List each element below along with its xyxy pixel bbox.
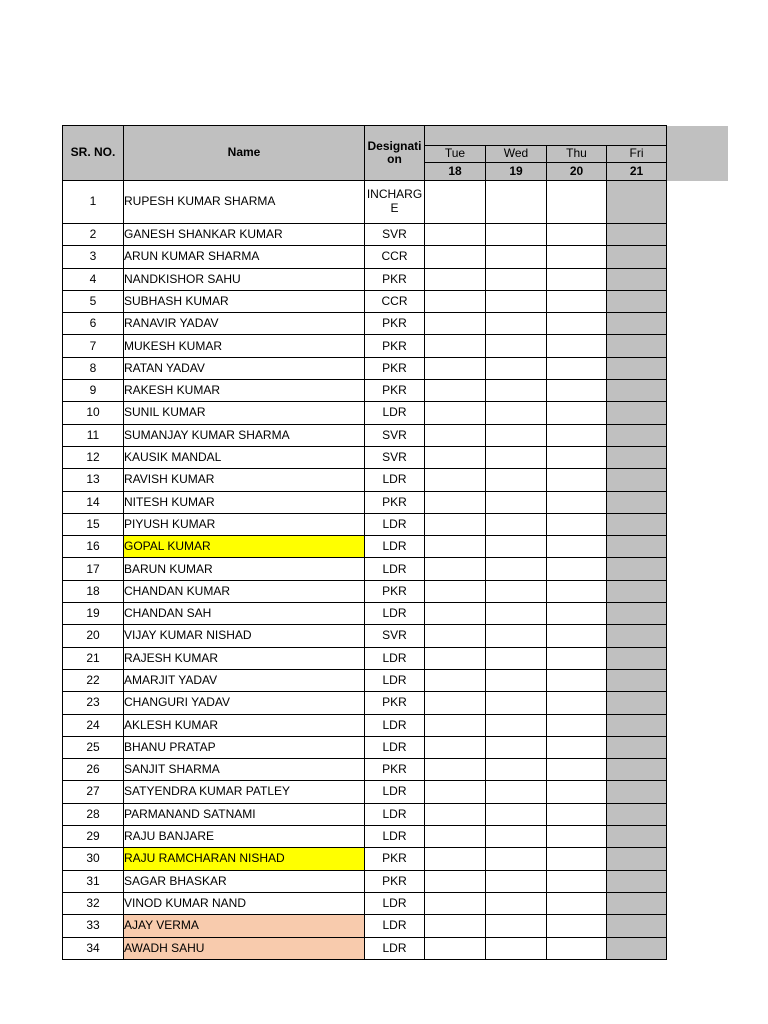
table-row (63, 803, 667, 825)
row-cell-thu[interactable] (547, 781, 607, 803)
table-row (63, 446, 667, 468)
row-cell-wed[interactable] (486, 736, 547, 758)
table-row (63, 580, 667, 602)
row-cell-thu[interactable] (547, 268, 607, 290)
table-row (63, 781, 667, 803)
row-cell-tue[interactable] (425, 558, 486, 580)
row-sr-no: 28 (63, 803, 124, 825)
row-cell-fri[interactable] (607, 736, 667, 758)
row-designation[interactable]: PKR (365, 357, 425, 379)
row-sr-no: 11 (63, 424, 124, 446)
row-cell-thu[interactable] (547, 380, 607, 402)
row-cell-thu[interactable] (547, 313, 607, 335)
table-row (63, 290, 667, 312)
table-row (63, 692, 667, 714)
row-cell-tue[interactable] (425, 736, 486, 758)
row-designation[interactable]: LDR (365, 558, 425, 580)
header-day-wed: Wed (486, 146, 547, 163)
row-cell-wed[interactable] (486, 357, 547, 379)
row-sr-no: 29 (63, 826, 124, 848)
row-cell-tue[interactable] (425, 669, 486, 691)
row-cell-wed[interactable] (486, 647, 547, 669)
header-designation: Designati on (365, 126, 425, 181)
row-cell-wed[interactable] (486, 848, 547, 870)
row-cell-thu[interactable] (547, 803, 607, 825)
table-row (63, 268, 667, 290)
row-cell-tue[interactable] (425, 826, 486, 848)
row-cell-tue[interactable] (425, 469, 486, 491)
row-sr-no: 12 (63, 446, 124, 468)
row-cell-thu[interactable] (547, 491, 607, 513)
row-name[interactable]: RUPESH KUMAR SHARMA (124, 181, 365, 224)
row-cell-wed[interactable] (486, 491, 547, 513)
table-row (63, 246, 667, 268)
row-cell-fri[interactable] (607, 870, 667, 892)
row-cell-thu[interactable] (547, 759, 607, 781)
row-designation[interactable]: CCR (365, 246, 425, 268)
table-row (63, 513, 667, 535)
header-date-20: 20 (547, 163, 607, 181)
row-sr-no: 31 (63, 870, 124, 892)
row-cell-thu[interactable] (547, 357, 607, 379)
row-name[interactable]: BHANU PRATAP (124, 736, 365, 758)
row-cell-fri[interactable] (607, 246, 667, 268)
row-cell-thu[interactable] (547, 335, 607, 357)
row-designation[interactable]: CCR (365, 290, 425, 312)
row-cell-wed[interactable] (486, 669, 547, 691)
row-name[interactable]: RATAN YADAV (124, 357, 365, 379)
table-row (63, 759, 667, 781)
row-cell-fri[interactable] (607, 335, 667, 357)
table-row (63, 870, 667, 892)
table-row (63, 491, 667, 513)
row-sr-no: 10 (63, 402, 124, 424)
row-cell-wed[interactable] (486, 870, 547, 892)
row-cell-thu[interactable] (547, 692, 607, 714)
row-cell-thu[interactable] (547, 915, 607, 937)
row-sr-no: 18 (63, 580, 124, 602)
row-cell-thu[interactable] (547, 647, 607, 669)
row-cell-tue[interactable] (425, 781, 486, 803)
row-sr-no: 20 (63, 625, 124, 647)
row-name[interactable]: BARUN KUMAR (124, 558, 365, 580)
row-name[interactable]: CHANDAN KUMAR (124, 580, 365, 602)
row-cell-thu[interactable] (547, 469, 607, 491)
row-cell-wed[interactable] (486, 692, 547, 714)
row-sr-no: 13 (63, 469, 124, 491)
row-designation[interactable]: PKR (365, 335, 425, 357)
row-cell-wed[interactable] (486, 892, 547, 914)
row-designation[interactable]: PKR (365, 870, 425, 892)
row-cell-fri[interactable] (607, 826, 667, 848)
row-name[interactable]: GANESH SHANKAR KUMAR (124, 224, 365, 246)
row-cell-tue[interactable] (425, 181, 486, 224)
row-sr-no: 14 (63, 491, 124, 513)
row-sr-no: 2 (63, 224, 124, 246)
row-cell-thu[interactable] (547, 290, 607, 312)
row-cell-fri[interactable] (607, 402, 667, 424)
row-cell-wed[interactable] (486, 759, 547, 781)
table-row (63, 469, 667, 491)
row-cell-fri[interactable] (607, 424, 667, 446)
row-cell-thu[interactable] (547, 513, 607, 535)
table-row (63, 357, 667, 379)
row-cell-tue[interactable] (425, 647, 486, 669)
row-designation[interactable]: PKR (365, 491, 425, 513)
row-cell-fri[interactable] (607, 580, 667, 602)
row-cell-fri[interactable] (607, 224, 667, 246)
row-designation[interactable]: LDR (365, 402, 425, 424)
row-cell-fri[interactable] (607, 536, 667, 558)
table-row (63, 826, 667, 848)
row-cell-thu[interactable] (547, 224, 607, 246)
header-day-fri: Fri (607, 146, 667, 163)
row-cell-wed[interactable] (486, 246, 547, 268)
row-cell-fri[interactable] (607, 603, 667, 625)
row-designation[interactable]: PKR (365, 759, 425, 781)
row-cell-wed[interactable] (486, 224, 547, 246)
row-cell-wed[interactable] (486, 181, 547, 224)
row-sr-no: 4 (63, 268, 124, 290)
row-name[interactable]: RANAVIR YADAV (124, 313, 365, 335)
row-sr-no: 15 (63, 513, 124, 535)
row-name[interactable]: RAVISH KUMAR (124, 469, 365, 491)
row-name[interactable]: AKLESH KUMAR (124, 714, 365, 736)
row-designation[interactable]: PKR (365, 692, 425, 714)
row-cell-tue[interactable] (425, 380, 486, 402)
row-sr-no: 24 (63, 714, 124, 736)
row-cell-thu[interactable] (547, 402, 607, 424)
row-cell-thu[interactable] (547, 580, 607, 602)
row-designation[interactable]: LDR (365, 803, 425, 825)
row-cell-fri[interactable] (607, 357, 667, 379)
row-sr-no: 25 (63, 736, 124, 758)
row-designation[interactable]: PKR (365, 380, 425, 402)
row-cell-tue[interactable] (425, 714, 486, 736)
row-designation[interactable]: LDR (365, 513, 425, 535)
row-cell-fri[interactable] (607, 446, 667, 468)
row-name[interactable]: RAJESH KUMAR (124, 647, 365, 669)
row-name[interactable]: CHANGURI YADAV (124, 692, 365, 714)
roster-sheet (62, 125, 667, 960)
row-cell-fri[interactable] (607, 803, 667, 825)
row-designation[interactable]: LDR (365, 781, 425, 803)
header-sr-no: SR. NO. (63, 126, 124, 181)
row-cell-tue[interactable] (425, 335, 486, 357)
row-name[interactable]: VINOD KUMAR NAND (124, 892, 365, 914)
row-name[interactable]: SUBHASH KUMAR (124, 290, 365, 312)
row-sr-no: 19 (63, 603, 124, 625)
row-cell-fri[interactable] (607, 313, 667, 335)
row-sr-no: 17 (63, 558, 124, 580)
row-cell-thu[interactable] (547, 536, 607, 558)
row-cell-fri[interactable] (607, 469, 667, 491)
row-name[interactable]: MUKESH KUMAR (124, 335, 365, 357)
row-designation[interactable]: LDR (365, 892, 425, 914)
row-cell-tue[interactable] (425, 848, 486, 870)
row-name[interactable]: GOPAL KUMAR (124, 536, 365, 558)
row-cell-wed[interactable] (486, 536, 547, 558)
row-sr-no: 27 (63, 781, 124, 803)
row-cell-thu[interactable] (547, 446, 607, 468)
row-name[interactable]: RAKESH KUMAR (124, 380, 365, 402)
header-name: Name (124, 126, 365, 181)
header-days-band (425, 126, 667, 146)
table-row (63, 181, 667, 224)
row-cell-wed[interactable] (486, 781, 547, 803)
row-designation[interactable]: PKR (365, 580, 425, 602)
table-row (63, 335, 667, 357)
row-cell-thu[interactable] (547, 848, 607, 870)
table-row (63, 313, 667, 335)
row-cell-thu[interactable] (547, 937, 607, 959)
row-cell-wed[interactable] (486, 268, 547, 290)
row-name[interactable]: RAJU BANJARE (124, 826, 365, 848)
row-name[interactable]: SAGAR BHASKAR (124, 870, 365, 892)
row-cell-tue[interactable] (425, 268, 486, 290)
row-cell-tue[interactable] (425, 290, 486, 312)
row-cell-wed[interactable] (486, 335, 547, 357)
row-cell-thu[interactable] (547, 826, 607, 848)
row-designation[interactable]: SVR (365, 424, 425, 446)
table-row (63, 736, 667, 758)
row-cell-thu[interactable] (547, 625, 607, 647)
row-cell-thu[interactable] (547, 558, 607, 580)
row-sr-no: 1 (63, 181, 124, 224)
row-cell-wed[interactable] (486, 580, 547, 602)
header-overflow-block (667, 126, 728, 181)
row-sr-no: 22 (63, 669, 124, 691)
row-cell-fri[interactable] (607, 513, 667, 535)
row-name[interactable]: SANJIT SHARMA (124, 759, 365, 781)
table-row (63, 848, 667, 870)
row-cell-thu[interactable] (547, 669, 607, 691)
row-cell-tue[interactable] (425, 759, 486, 781)
row-cell-wed[interactable] (486, 937, 547, 959)
row-cell-tue[interactable] (425, 692, 486, 714)
row-sr-no: 23 (63, 692, 124, 714)
row-sr-no: 32 (63, 892, 124, 914)
row-sr-no: 33 (63, 915, 124, 937)
table-row (63, 536, 667, 558)
table-row (63, 915, 667, 937)
row-cell-wed[interactable] (486, 603, 547, 625)
row-designation[interactable]: INCHARG E (365, 181, 425, 224)
row-cell-fri[interactable] (607, 647, 667, 669)
row-cell-thu[interactable] (547, 714, 607, 736)
row-cell-wed[interactable] (486, 446, 547, 468)
row-name[interactable]: ARUN KUMAR SHARMA (124, 246, 365, 268)
row-cell-fri[interactable] (607, 625, 667, 647)
row-cell-fri[interactable] (607, 181, 667, 224)
row-cell-thu[interactable] (547, 181, 607, 224)
row-cell-tue[interactable] (425, 424, 486, 446)
row-cell-thu[interactable] (547, 424, 607, 446)
table-row (63, 380, 667, 402)
row-name[interactable]: SUNIL KUMAR (124, 402, 365, 424)
row-cell-fri[interactable] (607, 290, 667, 312)
row-cell-tue[interactable] (425, 803, 486, 825)
row-sr-no: 8 (63, 357, 124, 379)
row-name[interactable]: SUMANJAY KUMAR SHARMA (124, 424, 365, 446)
row-name[interactable]: CHANDAN SAH (124, 603, 365, 625)
row-cell-fri[interactable] (607, 491, 667, 513)
header-day-tue: Tue (425, 146, 486, 163)
row-sr-no: 26 (63, 759, 124, 781)
row-sr-no: 30 (63, 848, 124, 870)
table-row (63, 603, 667, 625)
row-cell-wed[interactable] (486, 826, 547, 848)
row-designation[interactable]: LDR (365, 603, 425, 625)
roster-table (62, 125, 667, 960)
row-cell-tue[interactable] (425, 513, 486, 535)
table-row (63, 937, 667, 959)
row-name[interactable]: NANDKISHOR SAHU (124, 268, 365, 290)
row-cell-wed[interactable] (486, 803, 547, 825)
table-row (63, 558, 667, 580)
row-cell-thu[interactable] (547, 892, 607, 914)
row-designation[interactable]: LDR (365, 915, 425, 937)
row-cell-tue[interactable] (425, 536, 486, 558)
row-cell-wed[interactable] (486, 313, 547, 335)
row-cell-wed[interactable] (486, 915, 547, 937)
row-designation[interactable]: LDR (365, 937, 425, 959)
row-cell-tue[interactable] (425, 625, 486, 647)
row-designation[interactable]: LDR (365, 714, 425, 736)
row-cell-tue[interactable] (425, 915, 486, 937)
row-designation[interactable]: LDR (365, 826, 425, 848)
row-cell-tue[interactable] (425, 603, 486, 625)
row-cell-wed[interactable] (486, 513, 547, 535)
row-designation[interactable]: LDR (365, 669, 425, 691)
roster-body (63, 181, 667, 960)
table-row (63, 424, 667, 446)
table-row (63, 892, 667, 914)
row-cell-fri[interactable] (607, 937, 667, 959)
row-cell-wed[interactable] (486, 469, 547, 491)
row-sr-no: 34 (63, 937, 124, 959)
row-name[interactable]: KAUSIK MANDAL (124, 446, 365, 468)
row-designation[interactable]: LDR (365, 469, 425, 491)
row-cell-fri[interactable] (607, 669, 667, 691)
row-cell-tue[interactable] (425, 937, 486, 959)
row-name[interactable]: NITESH KUMAR (124, 491, 365, 513)
row-cell-tue[interactable] (425, 313, 486, 335)
row-cell-fri[interactable] (607, 558, 667, 580)
row-cell-fri[interactable] (607, 692, 667, 714)
row-cell-fri[interactable] (607, 892, 667, 914)
row-sr-no: 7 (63, 335, 124, 357)
row-designation[interactable]: PKR (365, 313, 425, 335)
row-sr-no: 16 (63, 536, 124, 558)
row-cell-tue[interactable] (425, 892, 486, 914)
row-designation[interactable]: SVR (365, 625, 425, 647)
row-cell-tue[interactable] (425, 402, 486, 424)
header-date-19: 19 (486, 163, 547, 181)
row-name[interactable]: RAJU RAMCHARAN NISHAD (124, 848, 365, 870)
row-designation[interactable]: LDR (365, 536, 425, 558)
header-date-21: 21 (607, 163, 667, 181)
row-designation[interactable]: LDR (365, 647, 425, 669)
row-sr-no: 3 (63, 246, 124, 268)
header-date-18: 18 (425, 163, 486, 181)
row-name[interactable]: PIYUSH KUMAR (124, 513, 365, 535)
row-cell-fri[interactable] (607, 915, 667, 937)
row-cell-fri[interactable] (607, 380, 667, 402)
row-cell-tue[interactable] (425, 224, 486, 246)
row-sr-no: 5 (63, 290, 124, 312)
row-designation[interactable]: SVR (365, 224, 425, 246)
row-cell-fri[interactable] (607, 848, 667, 870)
row-cell-wed[interactable] (486, 625, 547, 647)
row-cell-tue[interactable] (425, 446, 486, 468)
row-cell-tue[interactable] (425, 580, 486, 602)
row-name[interactable]: AJAY VERMA (124, 915, 365, 937)
row-designation[interactable]: LDR (365, 736, 425, 758)
row-cell-tue[interactable] (425, 491, 486, 513)
row-cell-fri[interactable] (607, 781, 667, 803)
table-row (63, 647, 667, 669)
row-cell-thu[interactable] (547, 603, 607, 625)
row-designation[interactable]: PKR (365, 848, 425, 870)
row-cell-thu[interactable] (547, 246, 607, 268)
row-name[interactable]: SATYENDRA KUMAR PATLEY (124, 781, 365, 803)
row-cell-fri[interactable] (607, 268, 667, 290)
row-cell-wed[interactable] (486, 714, 547, 736)
row-sr-no: 6 (63, 313, 124, 335)
row-sr-no: 9 (63, 380, 124, 402)
row-cell-fri[interactable] (607, 714, 667, 736)
table-row (63, 714, 667, 736)
row-name[interactable]: VIJAY KUMAR NISHAD (124, 625, 365, 647)
row-cell-wed[interactable] (486, 290, 547, 312)
row-name[interactable]: AMARJIT YADAV (124, 669, 365, 691)
row-cell-tue[interactable] (425, 357, 486, 379)
row-cell-thu[interactable] (547, 736, 607, 758)
table-row (63, 669, 667, 691)
row-cell-fri[interactable] (607, 759, 667, 781)
row-cell-wed[interactable] (486, 380, 547, 402)
row-cell-wed[interactable] (486, 402, 547, 424)
row-designation[interactable]: SVR (365, 446, 425, 468)
row-designation[interactable]: PKR (365, 268, 425, 290)
row-sr-no: 21 (63, 647, 124, 669)
table-row (63, 224, 667, 246)
row-cell-wed[interactable] (486, 558, 547, 580)
row-name[interactable]: AWADH SAHU (124, 937, 365, 959)
row-cell-wed[interactable] (486, 424, 547, 446)
table-row (63, 402, 667, 424)
row-cell-tue[interactable] (425, 246, 486, 268)
row-cell-thu[interactable] (547, 870, 607, 892)
row-cell-tue[interactable] (425, 870, 486, 892)
header-day-thu: Thu (547, 146, 607, 163)
table-row (63, 625, 667, 647)
row-name[interactable]: PARMANAND SATNAMI (124, 803, 365, 825)
